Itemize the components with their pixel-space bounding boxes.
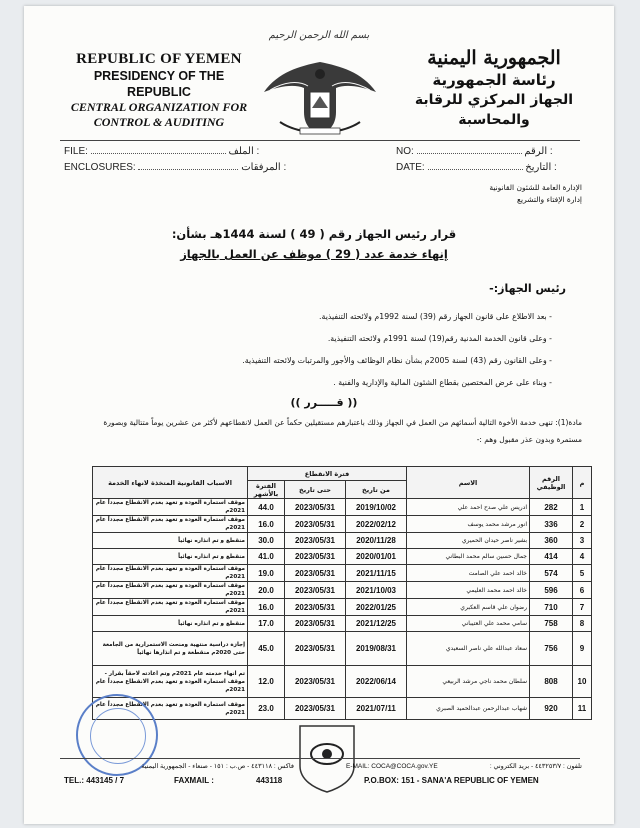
cell-from: 2022/06/14 bbox=[346, 666, 407, 698]
cell-index: 3 bbox=[573, 533, 592, 549]
cell-index: 9 bbox=[573, 632, 592, 666]
cell-job-no: 756 bbox=[530, 632, 573, 666]
cell-to: 2023/05/31 bbox=[285, 599, 346, 616]
cell-months: 16.0 bbox=[248, 599, 285, 616]
cell-months: 17.0 bbox=[248, 616, 285, 632]
preamble-2: - وعلى قانون الخدمة المدنية رقم(19) لسنة 1991م ولائحته التنفيذية. bbox=[327, 334, 552, 343]
cell-index: 4 bbox=[573, 549, 592, 565]
cell-to: 2023/05/31 bbox=[285, 582, 346, 599]
cell-name: جمال حسين سالم محمد البطاني bbox=[407, 549, 530, 565]
footer-tel-en: TEL.: 443145 / 7 bbox=[64, 776, 125, 785]
cell-months: 41.0 bbox=[248, 549, 285, 565]
cell-from: 2020/11/28 bbox=[346, 533, 407, 549]
ar-organization: الجهاز المركزي للرقابة والمحاسبة bbox=[414, 92, 574, 128]
col-job-no: الرقم الوظيفي bbox=[530, 467, 573, 499]
footer-email: E-MAIL: COCA@COCA.gov.YE bbox=[346, 763, 438, 770]
cell-index: 8 bbox=[573, 616, 592, 632]
cell-months: 12.0 bbox=[248, 666, 285, 698]
cell-job-no: 758 bbox=[530, 616, 573, 632]
ar-republic: الجمهورية اليمنية bbox=[427, 47, 561, 69]
cell-index: 2 bbox=[573, 516, 592, 533]
cell-name: ادريس علي صدح احمد علي bbox=[407, 499, 530, 516]
date-label-ar: التاريخ : bbox=[525, 162, 557, 173]
article-1: مادة(1): تنهى خدمة الأخوة التالية أسمائهم من العمل في الجهاز وذلك باعتبارهم مستقيلين حكماً عن العمل لانقطاعهم لأكثر من عشرين يوماً متتالية وبصورة مستمرة وبدون عذر مقبول وهم :- bbox=[103, 418, 582, 444]
cell-reason: منقطع و تم انذاره نهائياً bbox=[93, 533, 248, 549]
cell-months: 19.0 bbox=[248, 565, 285, 582]
cell-reason: موقف استمارة العودة و تعهد بعدم الانقطاع مجدداً عام 2021م bbox=[93, 516, 248, 533]
cell-job-no: 710 bbox=[530, 599, 573, 616]
en-organization: CENTRAL ORGANIZATION FOR bbox=[70, 100, 248, 114]
table-row bbox=[93, 582, 592, 599]
preamble bbox=[72, 306, 552, 394]
decision-title bbox=[144, 224, 484, 264]
table-row bbox=[93, 616, 592, 632]
cell-name: رضوان علي قاسم العكبري bbox=[407, 599, 530, 616]
cell-to: 2023/05/31 bbox=[285, 549, 346, 565]
footer-faxmail: FAXMAIL : bbox=[174, 776, 214, 785]
cell-from: 2022/01/25 bbox=[346, 599, 407, 616]
cell-index: 6 bbox=[573, 582, 592, 599]
cell-to: 2023/05/31 bbox=[285, 632, 346, 666]
cell-reason: تم انهاء خدمته عام 2021م وتم اعادته لاحقاً بقرار - موقف استمارة العودة و تعهد بعدم الانقطاع مجدداً عام 2021م bbox=[93, 666, 248, 698]
cell-reason: موقف استمارة العودة و تعهد بعدم الانقطاع مجدداً عام 2021م bbox=[93, 499, 248, 516]
enclosures-label: ENCLOSURES: bbox=[64, 162, 136, 173]
yemen-emblem-icon bbox=[260, 52, 380, 140]
header-divider bbox=[60, 140, 580, 141]
footer-fax-ar: فاكس : ٤٤٣١١٨ - ص.ب : ١٥١ - صنعاء - الجمهورية اليمنية bbox=[141, 763, 294, 770]
document-page bbox=[24, 6, 614, 824]
english-letterhead bbox=[64, 50, 254, 130]
table-row bbox=[93, 599, 592, 616]
basmala: بسم الله الرحمن الرحيم bbox=[268, 30, 370, 41]
file-field bbox=[64, 145, 259, 157]
cell-index: 10 bbox=[573, 666, 592, 698]
dept-legal: الإدارة العامة للشئون القانونية bbox=[489, 183, 582, 192]
preamble-1: - بعد الاطلاع على قانون الجهاز رقم (39) لسنة 1992م ولائحته التنفيذية. bbox=[319, 312, 552, 321]
preamble-3: - وعلى القانون رقم (43) لسنة 2005م بشأن نظام الوظائف والأجور والمرتبات ولائحته التنفيذية. bbox=[242, 356, 552, 365]
cell-to: 2023/05/31 bbox=[285, 565, 346, 582]
preamble-4: - وبناء على عرض المختصين بقطاع الشئون المالية والإدارية والفنية . bbox=[333, 378, 552, 387]
date-field bbox=[396, 161, 557, 173]
table-row bbox=[93, 565, 592, 582]
dept-fatwa: إدارة الإفتاء والتشريع bbox=[516, 195, 582, 204]
cell-to: 2023/05/31 bbox=[285, 666, 346, 698]
footer-tel-ar: تلفون : ٤٤٣٢٥٣/٧ - بريد الكتروني : bbox=[489, 763, 582, 770]
cell-name: انور مرشد محمد يوسف bbox=[407, 516, 530, 533]
table-row bbox=[93, 499, 592, 516]
no-label-ar: الرقم : bbox=[524, 146, 553, 157]
cell-job-no: 574 bbox=[530, 565, 573, 582]
col-reason: الاسباب القانونية المتخذة لانهاء الخدمة bbox=[93, 467, 248, 499]
cell-from: 2019/10/02 bbox=[346, 499, 407, 516]
cell-months: 44.0 bbox=[248, 499, 285, 516]
title-line-1: قرار رئيس الجهاز رقم ( 49 ) لسنة 1444هـ بشأن: bbox=[171, 227, 457, 241]
table-row bbox=[93, 666, 592, 698]
footer-pobox: P.O.BOX: 151 - SANA'A REPUBLIC OF YEMEN bbox=[364, 776, 539, 785]
table-row bbox=[93, 632, 592, 666]
chairman-heading: رئيس الجهاز:- bbox=[489, 282, 566, 295]
cell-job-no: 282 bbox=[530, 499, 573, 516]
cell-reason: منقطع و تم انذاره نهائياً bbox=[93, 616, 248, 632]
table-row bbox=[93, 698, 592, 720]
cell-job-no: 336 bbox=[530, 516, 573, 533]
footer-fax-no: 443118 bbox=[256, 776, 283, 785]
cell-to: 2023/05/31 bbox=[285, 516, 346, 533]
cell-from: 2021/12/25 bbox=[346, 616, 407, 632]
no-label: NO: bbox=[396, 146, 414, 157]
cell-to: 2023/05/31 bbox=[285, 698, 346, 720]
cell-job-no: 920 bbox=[530, 698, 573, 720]
col-period: فترة الانقطاع bbox=[248, 467, 407, 481]
col-months: الفترة بالأشهر bbox=[248, 481, 285, 499]
col-index: م bbox=[573, 467, 592, 499]
date-label: DATE: bbox=[396, 162, 425, 173]
cell-months: 45.0 bbox=[248, 632, 285, 666]
cell-months: 16.0 bbox=[248, 516, 285, 533]
table-row bbox=[93, 549, 592, 565]
cell-name: سامي محمد علي العتيباني bbox=[407, 616, 530, 632]
enclosures-label-ar: المرفقات : bbox=[241, 162, 287, 173]
cell-from: 2022/02/12 bbox=[346, 516, 407, 533]
en-republic: REPUBLIC OF YEMEN bbox=[76, 51, 242, 67]
table-body bbox=[93, 499, 592, 720]
employees-table bbox=[92, 466, 592, 720]
cell-from: 2021/10/03 bbox=[346, 582, 407, 599]
cell-reason: موقف استمارة العودة و تعهد بعدم الانقطاع مجدداً عام 2021م bbox=[93, 582, 248, 599]
file-label-ar: الملف : bbox=[228, 146, 260, 157]
cell-to: 2023/05/31 bbox=[285, 533, 346, 549]
cell-job-no: 596 bbox=[530, 582, 573, 599]
cell-months: 23.0 bbox=[248, 698, 285, 720]
enclosures-field bbox=[64, 161, 286, 173]
table-row bbox=[93, 516, 592, 533]
cell-job-no: 808 bbox=[530, 666, 573, 698]
cell-name: بشير ناصر حيدان الحميري bbox=[407, 533, 530, 549]
cell-from: 2021/07/11 bbox=[346, 698, 407, 720]
cell-index: 1 bbox=[573, 499, 592, 516]
col-to: حتى تاريخ bbox=[285, 481, 346, 499]
col-name: الاسم bbox=[407, 467, 530, 499]
department-block bbox=[382, 182, 582, 206]
cell-reason: موقف استمارة العودة و تعهد بعدم الانقطاع مجدداً عام 2021م bbox=[93, 565, 248, 582]
cell-index: 11 bbox=[573, 698, 592, 720]
cell-to: 2023/05/31 bbox=[285, 499, 346, 516]
cell-reason: إجازة دراسية منتهية ومنحت الاستمرارية من الجامعة حتى 2020م منقطعة و تم انذارها نهائياً bbox=[93, 632, 248, 666]
file-label: FILE: bbox=[64, 146, 88, 157]
cell-to: 2023/05/31 bbox=[285, 616, 346, 632]
cell-from: 2019/08/31 bbox=[346, 632, 407, 666]
cell-reason: موقف استمارة العودة و تعهد بعدم الانقطاع مجدداً عام 2021م bbox=[93, 599, 248, 616]
cell-name: شهاب عبدالرحمن عبدالحميد الصبري bbox=[407, 698, 530, 720]
table-row bbox=[93, 533, 592, 549]
en-control: CONTROL & AUDITING bbox=[93, 115, 225, 129]
title-line-2: إنهاء خدمة عدد ( 29 ) موظف عن العمل بالجهاز bbox=[180, 247, 448, 261]
cell-index: 7 bbox=[573, 599, 592, 616]
cell-months: 30.0 bbox=[248, 533, 285, 549]
cell-index: 5 bbox=[573, 565, 592, 582]
cell-name: سعاد عبدالله علي ناصر السعيدي bbox=[407, 632, 530, 666]
cell-name: خالد احمد علي الصامت bbox=[407, 565, 530, 582]
arabic-letterhead bbox=[394, 46, 594, 130]
cell-name: خالد احمد محمد العليمي bbox=[407, 582, 530, 599]
cell-from: 2020/01/01 bbox=[346, 549, 407, 565]
cell-job-no: 360 bbox=[530, 533, 573, 549]
cell-job-no: 414 bbox=[530, 549, 573, 565]
ar-presidency: رئاسة الجمهورية bbox=[432, 71, 556, 89]
no-field bbox=[396, 145, 553, 157]
decided-heading: (( قـــــرر )) bbox=[290, 396, 358, 409]
en-presidency: PRESIDENCY OF THE REPUBLIC bbox=[93, 69, 225, 99]
cell-name: سلطان محمد ناجي مرشد الربيعي bbox=[407, 666, 530, 698]
cell-months: 20.0 bbox=[248, 582, 285, 599]
cell-from: 2021/11/15 bbox=[346, 565, 407, 582]
col-from: من تاريخ bbox=[346, 481, 407, 499]
cell-reason: منقطع و تم انذاره نهائياً bbox=[93, 549, 248, 565]
footer-divider bbox=[60, 758, 580, 759]
cell-reason: موقف استمارة العودة و تعهد بعدم الانقطاع مجدداً عام 2021م bbox=[93, 698, 248, 720]
